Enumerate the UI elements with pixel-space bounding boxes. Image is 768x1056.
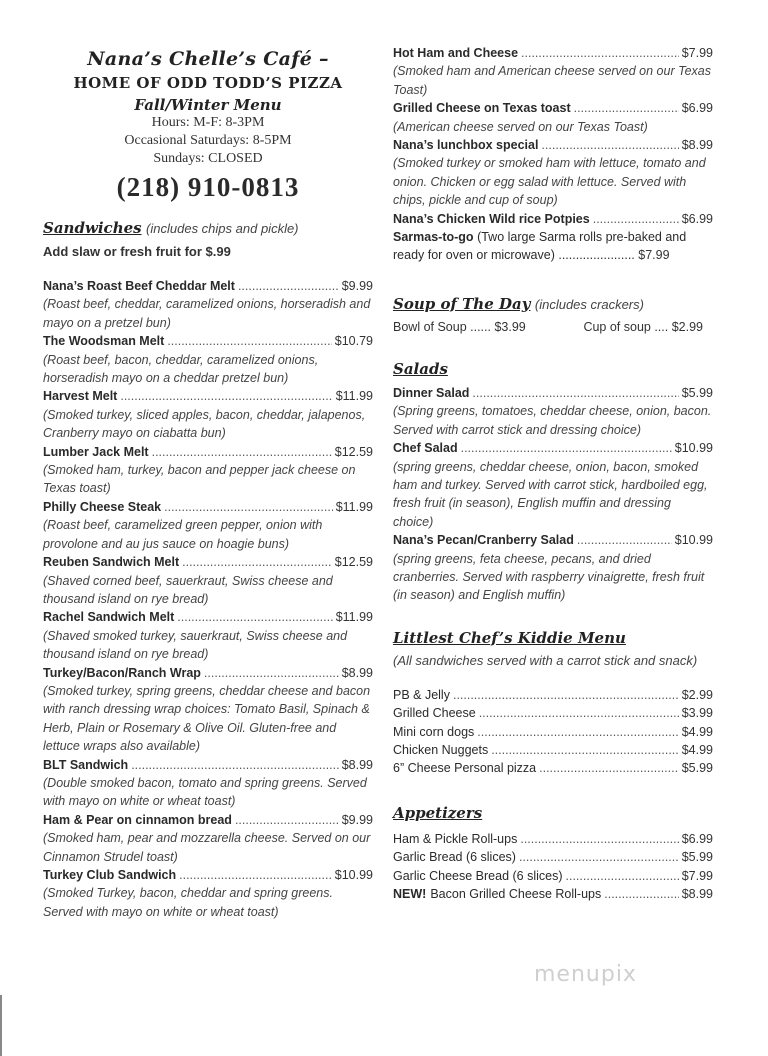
item-dots <box>519 848 679 866</box>
appetizer-item <box>393 830 713 848</box>
item-dots <box>182 553 332 571</box>
item-name: Reuben Sandwich Melt <box>43 555 180 570</box>
item-description: (Smoked ham, turkey, bacon and pepper jack cheese on Texas toast) <box>43 463 356 496</box>
salad-item <box>393 384 713 439</box>
item-price: $8.99 <box>341 665 373 680</box>
item-description: (Spring greens, tomatoes, cheddar cheese, onion, bacon. Served with carrot stick and dressing choice) <box>393 404 712 437</box>
appetizer-list <box>393 830 713 904</box>
salad-item <box>393 531 713 605</box>
item-price: $8.99 <box>681 887 713 901</box>
hours-line: Occasional Saturdays: 8-5PM <box>124 133 292 148</box>
left-column <box>43 0 373 921</box>
item-price: $12.59 <box>334 555 373 570</box>
sandwich-item <box>43 756 373 811</box>
item-dots <box>131 756 339 774</box>
item-dots <box>177 608 332 626</box>
hours-line: Sundays: CLOSED <box>153 151 263 166</box>
phone-number: (218) 910-0813 <box>116 172 300 202</box>
sandwich-item <box>393 99 713 136</box>
item-dots <box>453 686 679 704</box>
kiddie-item <box>393 759 713 777</box>
sandwich-item <box>393 210 713 228</box>
item-price: $9.99 <box>341 279 373 293</box>
more-items-list <box>393 44 713 228</box>
salads-section <box>393 360 713 605</box>
sandwich-item <box>43 443 373 498</box>
item-price: $11.99 <box>335 499 373 514</box>
item-name: Ham & Pear on cinnamon bread <box>43 812 232 827</box>
appetizers-section <box>393 804 713 904</box>
item-price: $10.99 <box>674 441 713 456</box>
soup-title: Soup of The Day <box>393 294 531 313</box>
item-name: Nana’s Roast Beef Cheddar Melt <box>43 279 235 293</box>
sandwich-item <box>43 811 373 866</box>
item-name: Garlic Cheese Bread (6 slices) <box>393 868 563 883</box>
item-dots <box>167 332 331 350</box>
item-price: $8.99 <box>341 757 373 772</box>
item-text: (Two large Sarma rolls pre-baked and ready for oven or microwave) <box>393 230 687 263</box>
right-column <box>393 0 713 903</box>
cup-of-soup: Cup of soup .... $2.99 <box>583 319 703 334</box>
item-name: Chicken Nuggets <box>393 742 489 757</box>
sandwiches-note: (includes chips and pickle) <box>146 221 299 236</box>
item-name: Mini corn dogs <box>393 724 475 739</box>
item-price: $5.99 <box>681 850 713 865</box>
item-name: Rachel Sandwich Melt <box>43 610 175 625</box>
item-name: Sarmas-to-go <box>393 230 474 245</box>
item-price: $11.99 <box>335 389 373 404</box>
bowl-of-soup: Bowl of Soup ...... $3.99 <box>393 319 526 334</box>
item-name: 6” Cheese Personal pizza <box>393 761 537 776</box>
item-dots <box>566 867 679 885</box>
sandwich-item <box>43 498 373 553</box>
salad-list <box>393 384 713 605</box>
appetizer-item <box>393 867 713 885</box>
item-price: $3.99 <box>681 706 713 721</box>
item-dots <box>520 830 678 848</box>
item-name: Lumber Jack Melt <box>43 444 149 459</box>
item-price: $5.99 <box>681 385 713 400</box>
scan-edge-mark <box>0 995 2 1056</box>
item-price: $10.79 <box>334 334 373 349</box>
item-description: (spring greens, feta cheese, pecans, and dried cranberries. Served with raspberry vinaigrette, fresh fruit (in season) and English muffin) <box>393 551 705 603</box>
sandwich-item <box>393 136 713 210</box>
item-dots: ...................... <box>558 248 639 263</box>
item-description: (spring greens, cheddar cheese, onion, bacon, smoked ham and turkey. Served with carrot stick, hardboiled egg, fresh fruit (in season), English muffin and dressing choice) <box>393 459 708 529</box>
item-dots <box>593 210 679 228</box>
sandwich-item <box>43 608 373 663</box>
item-name: Hot Ham and Cheese <box>393 46 519 60</box>
sandwich-item <box>43 664 373 756</box>
appetizers-title: Appetizers <box>393 803 483 822</box>
item-dots <box>539 759 679 777</box>
new-badge: NEW! <box>393 887 427 901</box>
item-dots <box>120 387 332 405</box>
sandwich-item <box>43 332 373 387</box>
item-dots <box>152 443 332 461</box>
item-price: $4.99 <box>681 724 713 739</box>
kiddie-list <box>393 686 713 778</box>
item-name: Philly Cheese Steak <box>43 499 162 514</box>
item-dots <box>574 99 679 117</box>
item-name: Chef Salad <box>393 441 458 456</box>
item-price: $12.59 <box>334 444 373 459</box>
item-name: Nana’s Chicken Wild rice Potpies <box>393 211 590 226</box>
item-description: (Roast beef, cheddar, caramelized onions, horseradish and mayo on a pretzel bun) <box>43 297 371 330</box>
kiddie-item <box>393 704 713 722</box>
item-dots <box>472 384 678 402</box>
sandwiches-section <box>43 219 373 921</box>
kiddie-item <box>393 686 713 704</box>
item-description: (Shaved corned beef, sauerkraut, Swiss cheese and thousand island on rye bread) <box>43 573 333 606</box>
sandwich-item <box>43 277 373 332</box>
salad-item <box>393 439 713 531</box>
item-price: $7.99 <box>681 868 713 883</box>
sandwiches-title: Sandwiches <box>43 219 142 237</box>
item-price: $6.99 <box>681 211 713 226</box>
item-name: PB & Jelly <box>393 687 450 702</box>
item-dots <box>238 277 339 295</box>
sandwich-item <box>393 44 713 99</box>
item-price: $6.99 <box>681 101 713 116</box>
item-name: Nana’s Pecan/Cranberry Salad <box>393 533 574 548</box>
item-price: $10.99 <box>334 868 373 882</box>
item-name: Garlic Bread (6 slices) <box>393 850 516 865</box>
item-description: (American cheese served on our Texas Toast) <box>393 119 648 134</box>
kiddie-section <box>393 629 713 778</box>
item-description: (Shaved smoked turkey, sauerkraut, Swiss cheese and thousand island on rye bread) <box>43 628 348 662</box>
item-price: $4.99 <box>681 742 713 757</box>
item-description: (Smoked turkey, sliced apples, bacon, cheddar, jalapenos, Cranberry mayo on ciabatta bun) <box>43 407 366 441</box>
salads-title: Salads <box>393 359 448 378</box>
soup-section <box>393 295 713 334</box>
appetizer-item <box>393 885 713 903</box>
item-price: $7.99 <box>638 248 670 263</box>
item-name: The Woodsman Melt <box>43 334 165 349</box>
sandwich-item <box>43 553 373 608</box>
item-dots <box>164 498 333 516</box>
item-name: Turkey Club Sandwich <box>43 868 177 882</box>
cafe-name: Nana’s Chelle’s Café – <box>87 48 329 70</box>
item-dots <box>577 531 672 549</box>
kiddie-note: (All sandwiches served with a carrot stick and snack) <box>393 652 698 668</box>
item-price: $8.99 <box>681 138 713 153</box>
item-name: Grilled Cheese on Texas toast <box>393 101 571 116</box>
item-name: Turkey/Bacon/Ranch Wrap <box>43 665 201 680</box>
sandwiches-addon: Add slaw or fresh fruit for $.99 <box>43 244 231 259</box>
item-description: (Roast beef, caramelized green pepper, onion with provolone and au jus sauce on hoagie buns) <box>43 518 323 551</box>
item-description: (Double smoked bacon, tomato and spring greens. Served with mayo on white or wheat toast) <box>43 775 367 809</box>
item-price: $11.99 <box>335 610 373 625</box>
item-dots <box>179 866 332 884</box>
item-description: (Roast beef, bacon, cheddar, caramelized onions, horseradish mayo on a cheddar pretzel bun) <box>43 352 319 386</box>
item-dots <box>541 136 678 154</box>
soup-note: (includes crackers) <box>534 296 644 312</box>
kiddie-item <box>393 723 713 741</box>
item-price: $5.99 <box>681 761 713 776</box>
home-of-tagline: HOME OF ODD TODD’S PIZZA <box>73 74 343 92</box>
sandwich-item <box>43 387 373 442</box>
item-price: $9.99 <box>341 812 373 827</box>
item-description: (Smoked ham, pear and mozzarella cheese. Served on our Cinnamon Strudel toast) <box>43 831 371 864</box>
sandwich-list <box>43 277 373 921</box>
appetizer-item <box>393 848 713 866</box>
item-dots <box>461 439 672 457</box>
hours-line: Hours: M-F: 8-3PM <box>151 115 265 130</box>
item-price: $10.99 <box>674 533 713 548</box>
item-dots <box>235 811 339 829</box>
item-description: (Smoked ham and American cheese served on our Texas Toast) <box>393 64 711 97</box>
item-price: $6.99 <box>681 831 713 846</box>
item-name: Ham & Pickle Roll-ups <box>393 831 518 846</box>
item-dots <box>521 44 679 62</box>
menu-header <box>43 48 373 203</box>
item-description: (Smoked Turkey, bacon, cheddar and spring greens. Served with mayo on white or wheat toast) <box>43 886 333 919</box>
item-dots <box>604 885 678 903</box>
item-dots <box>491 741 679 759</box>
sandwich-item <box>43 866 373 921</box>
item-dots <box>479 704 679 722</box>
item-name: Nana’s lunchbox special <box>393 138 539 153</box>
item-name: Bacon Grilled Cheese Roll-ups <box>430 887 602 901</box>
kiddie-title: Littlest Chef’s Kiddie Menu <box>393 628 626 647</box>
item-name: Grilled Cheese <box>393 706 476 721</box>
item-dots <box>477 723 678 741</box>
item-name: Harvest Melt <box>43 389 118 404</box>
sarmas-item <box>393 228 713 265</box>
menupix-watermark: menupix <box>534 962 637 987</box>
item-dots <box>204 664 339 682</box>
item-name: BLT Sandwich <box>43 757 129 772</box>
item-name: Dinner Salad <box>393 385 470 400</box>
item-price: $2.99 <box>681 687 713 702</box>
item-price: $7.99 <box>681 46 713 60</box>
item-description: (Smoked turkey or smoked ham with lettuce, tomato and onion. Chicken or egg salad with lettuce. Served with chips, pickle and cup of soup) <box>393 156 706 208</box>
season-title: Fall/Winter Menu <box>134 96 282 114</box>
kiddie-item <box>393 741 713 759</box>
soup-prices <box>393 320 703 334</box>
item-description: (Smoked turkey, spring greens, cheddar cheese and bacon with ranch dressing wrap choices: Tomato Basil, Spinach & Herb, Plain or Rosemary & Olive Oil. Gluten-free and lettuce wraps also available) <box>43 683 371 754</box>
